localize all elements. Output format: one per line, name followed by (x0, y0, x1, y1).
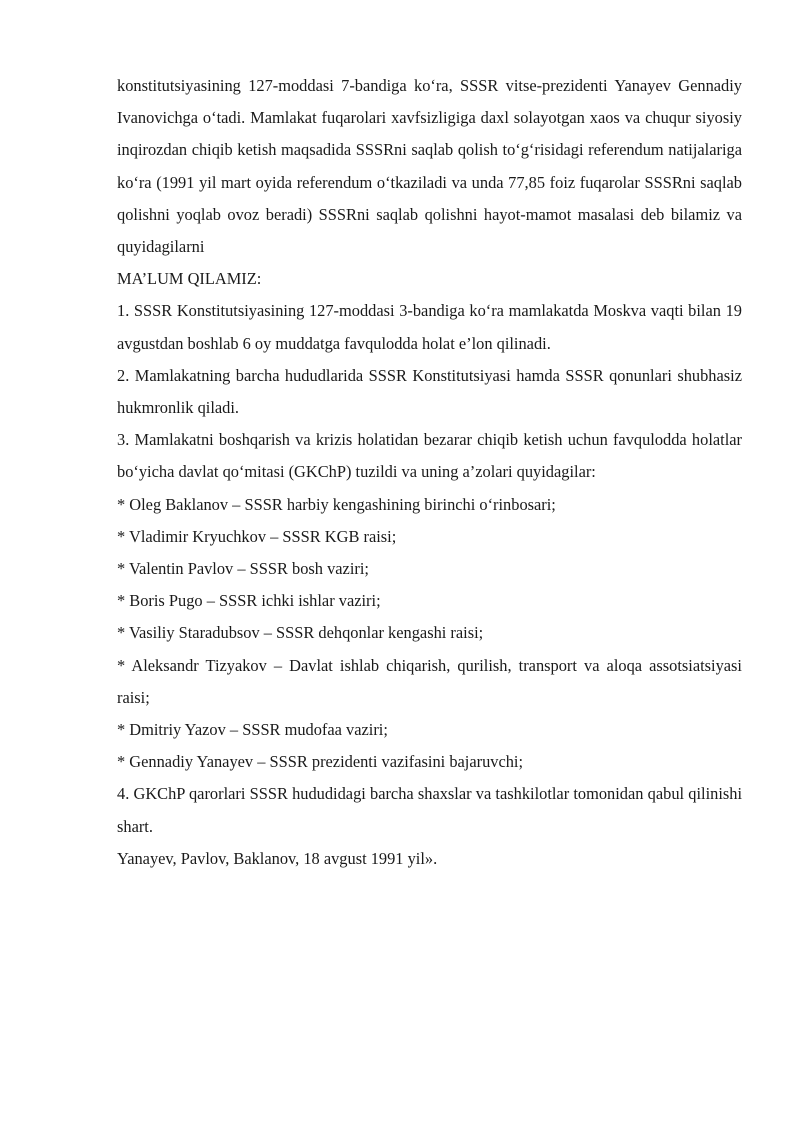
decree-item-4: 4. GKChP qarorlari SSSR hududidagi barcha shaxslar va tashkilotlar tomonidan qabul qilinishi shart. (117, 784, 742, 836)
declaration-heading: MA’LUM QILAMIZ: (117, 269, 262, 289)
intro-paragraph: konstitutsiyasining 127-moddasi 7-bandiga ko‘ra, SSSR vitse-prezidenti Yanayev Gennadiy Ivanovichga o‘tadi. Mamlakat fuqarolari xavfsizligiga daxl solayotgan xaos va chuqur siyosiy inqirozdan chiqib ketish maqsadida SSSRni saqlab qolish to‘g‘risidagi referendum natijalariga ko‘ra (1991 yil mart oyida referendum o‘tkaziladi va unda 77,85 foiz fuqarolar SSSRni saqlab qolishni yoqlab ovoz beradi) SSSRni saqlab qolishni hayot-mamot masalasi deb bilamiz va quyidagilarni (117, 76, 742, 257)
member-yanayev: * Gennadiy Yanayev – SSSR prezidenti vazifasini bajaruvchi; (117, 752, 524, 772)
signature-line: Yanayev, Pavlov, Baklanov, 18 avgust 1991 yil». (117, 848, 438, 868)
member-pavlov: * Valentin Pavlov – SSSR bosh vaziri; (117, 559, 369, 579)
decree-item-2: 2. Mamlakatning barcha hududlarida SSSR Konstitutsiyasi hamda SSSR qonunlari shubhasiz hukmronlik qiladi. (117, 365, 742, 418)
decree-item-1: 1. SSSR Konstitutsiyasining 127-moddasi 3-bandiga ko‘ra mamlakatda Moskva vaqti bilan 19 avgustdan boshlab 6 oy muddatga favqulodda holat e’lon qilinadi. (117, 301, 742, 353)
member-tizyakov: * Aleksandr Tizyakov – Davlat ishlab chiqarish, qurilish, transport va aloqa assotsiatsiyasi raisi; (117, 655, 742, 707)
member-kryuchkov: * Vladimir Kryuchkov – SSSR KGB raisi; (117, 526, 397, 546)
member-baklanov: * Oleg Baklanov – SSSR harbiy kengashining birinchi o‘rinbosari; (117, 494, 556, 514)
member-yazov: * Dmitriy Yazov – SSSR mudofaa vaziri; (117, 720, 388, 740)
member-staradubsov: * Vasiliy Staradubsov – SSSR dehqonlar kengashi raisi; (117, 623, 484, 643)
document-page (117, 70, 742, 875)
decree-item-3: 3. Mamlakatni boshqarish va krizis holatidan bezarar chiqib ketish uchun favqulodda holatlar bo‘yicha davlat qo‘mitasi (GKChP) tuzildi va uning a’zolari quyidagilar: (117, 430, 742, 482)
member-pugo: * Boris Pugo – SSSR ichki ishlar vaziri; (117, 591, 381, 611)
